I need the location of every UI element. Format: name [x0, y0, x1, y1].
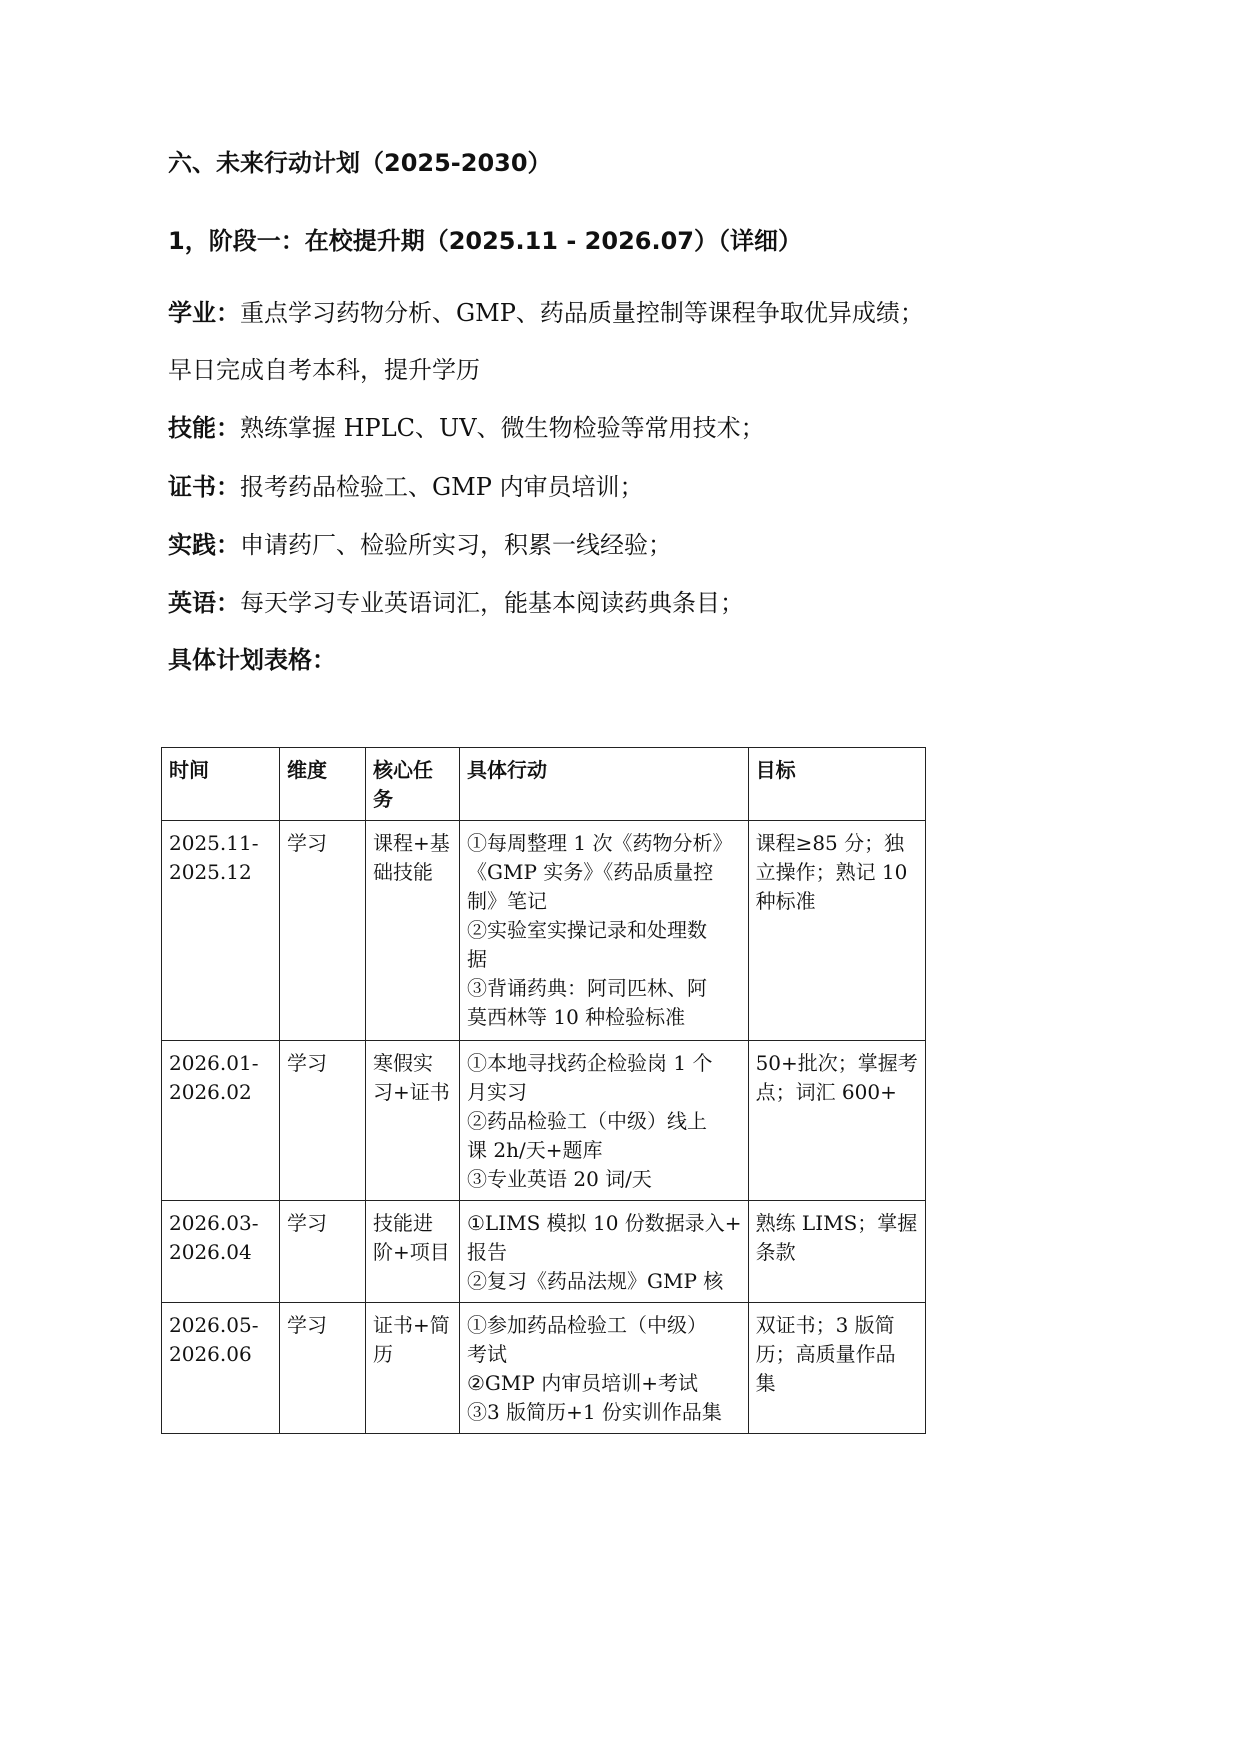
cell-line: 核心任 — [373, 758, 433, 782]
cell-line: ①参加药品检验工（中级） — [467, 1313, 707, 1337]
plan-item — [168, 472, 644, 502]
cell-line: 历；高质量作品 — [755, 1342, 896, 1366]
item-text: 重点学习药物分析、GMP、药品质量控制等课程争取优异成绩； — [240, 299, 924, 327]
table-cell — [748, 1303, 925, 1434]
table-cell — [460, 748, 749, 821]
table-cell — [366, 1201, 460, 1303]
cell-line: ②复习《药品法规》GMP 核 — [467, 1269, 724, 1293]
table-row — [162, 1303, 926, 1434]
table-cell — [280, 821, 366, 1041]
item-label: 学业： — [168, 299, 240, 327]
cell-line: ②药品检验工（中级）线上 — [467, 1109, 707, 1133]
plan-item — [168, 413, 765, 443]
item-label: 证书： — [168, 473, 240, 501]
cell-line: 考试 — [467, 1342, 507, 1366]
cell-line: 学习 — [287, 1313, 327, 1337]
item-text: 申请药厂、检验所实习，积累一线经验； — [240, 531, 672, 559]
cell-line: 2026.05- — [169, 1313, 259, 1337]
table-cell — [460, 1201, 749, 1303]
cell-line: 习+证书 — [373, 1080, 450, 1104]
cell-line: 2026.04 — [169, 1240, 252, 1264]
cell-line: 2026.06 — [169, 1342, 252, 1366]
section-title: 六、未来行动计划（2025-2030） — [168, 149, 552, 177]
cell-line: 条款 — [755, 1240, 796, 1264]
table-cell — [748, 1201, 925, 1303]
phase-title: 1，阶段一：在校提升期（2025.11 - 2026.07）（详细） — [168, 227, 802, 255]
cell-line: 阶+项目 — [373, 1240, 450, 1264]
table-cell — [748, 748, 925, 821]
cell-line: ①本地寻找药企检验岗 1 个 — [467, 1051, 713, 1075]
plan-table — [161, 747, 926, 1434]
table-header-row — [162, 748, 926, 821]
plan-item — [168, 530, 672, 560]
cell-line: 据 — [467, 947, 487, 971]
cell-line: 2025.12 — [169, 860, 252, 884]
table-cell — [748, 821, 925, 1041]
table-row — [162, 821, 926, 1041]
table-cell — [748, 1041, 925, 1201]
plan-item — [168, 588, 744, 618]
cell-line: 学习 — [287, 1051, 327, 1075]
cell-line: 2026.03- — [169, 1211, 259, 1235]
table-cell — [460, 821, 749, 1041]
table-cell — [366, 821, 460, 1041]
item-label: 英语： — [168, 589, 240, 617]
table-cell — [460, 1041, 749, 1201]
plan-item — [168, 355, 480, 385]
cell-line: 50+批次；掌握考 — [755, 1051, 918, 1075]
cell-line: 双证书；3 版简 — [755, 1313, 895, 1337]
item-text: 熟练掌握 HPLC、UV、微生物检验等常用技术； — [240, 414, 765, 442]
cell-line: 莫西林等 10 种检验标准 — [467, 1005, 686, 1029]
cell-line: 础技能 — [373, 860, 433, 884]
item-text: 报考药品检验工、GMP 内审员培训； — [240, 473, 644, 501]
table-cell — [162, 1041, 280, 1201]
cell-line: ①每周整理 1 次《药物分析》 — [467, 831, 733, 855]
cell-line: 课程+基 — [373, 831, 450, 855]
item-label: 实践： — [168, 531, 240, 559]
item-text: 每天学习专业英语词汇，能基本阅读药典条目； — [240, 589, 744, 617]
table-cell — [162, 821, 280, 1041]
cell-line: 种标准 — [755, 889, 816, 913]
cell-line: 课 2h/天+题库 — [467, 1138, 603, 1162]
cell-line: 目标 — [755, 758, 796, 782]
cell-line: 点；词汇 600+ — [755, 1080, 897, 1104]
item-label: 技能： — [168, 414, 240, 442]
cell-line: 2026.02 — [169, 1080, 252, 1104]
cell-line: 学习 — [287, 1211, 327, 1235]
cell-line: 《GMP 实务》《药品质量控 — [467, 860, 714, 884]
cell-line: 立操作；熟记 10 — [755, 860, 908, 884]
cell-line: 历 — [373, 1342, 393, 1366]
cell-line: 集 — [755, 1371, 776, 1395]
cell-line: 课程≥85 分；独 — [755, 831, 905, 855]
cell-line: ③背诵药典：阿司匹林、阿 — [467, 976, 707, 1000]
cell-line: ③专业英语 20 词/天 — [467, 1167, 652, 1191]
table-cell — [366, 1041, 460, 1201]
table-cell — [460, 1303, 749, 1434]
cell-line: 2026.01- — [169, 1051, 259, 1075]
table-cell — [366, 748, 460, 821]
cell-line: ②实验室实操记录和处理数 — [467, 918, 707, 942]
cell-line: 时间 — [169, 758, 209, 782]
table-row — [162, 1041, 926, 1201]
cell-line: ③3 版简历+1 份实训作品集 — [467, 1400, 722, 1424]
cell-line: 维度 — [287, 758, 327, 782]
table-cell — [280, 1041, 366, 1201]
cell-line: 2025.11- — [169, 831, 259, 855]
plan-item — [168, 298, 924, 328]
table-cell — [162, 748, 280, 821]
cell-line: 证书+简 — [373, 1313, 450, 1337]
cell-line: 寒假实 — [373, 1051, 433, 1075]
table-cell — [162, 1303, 280, 1434]
cell-line: 学习 — [287, 831, 327, 855]
table-caption: 具体计划表格： — [168, 646, 336, 674]
cell-line: 熟练 LIMS；掌握 — [755, 1211, 918, 1235]
table-cell — [366, 1303, 460, 1434]
cell-line: 技能进 — [373, 1211, 433, 1235]
cell-line: 报告 — [467, 1240, 507, 1264]
cell-line: 制》笔记 — [467, 889, 547, 913]
cell-line: 务 — [373, 787, 393, 811]
cell-line: 月实习 — [467, 1080, 527, 1104]
table-row — [162, 1201, 926, 1303]
table-cell — [280, 1201, 366, 1303]
cell-line: ②GMP 内审员培训+考试 — [467, 1371, 698, 1395]
table-cell — [280, 1303, 366, 1434]
table-cell — [280, 748, 366, 821]
item-text: 早日完成自考本科，提升学历 — [168, 356, 480, 384]
cell-line: 具体行动 — [467, 758, 547, 782]
cell-line: ①LIMS 模拟 10 份数据录入+ — [467, 1211, 742, 1235]
table-cell — [162, 1201, 280, 1303]
